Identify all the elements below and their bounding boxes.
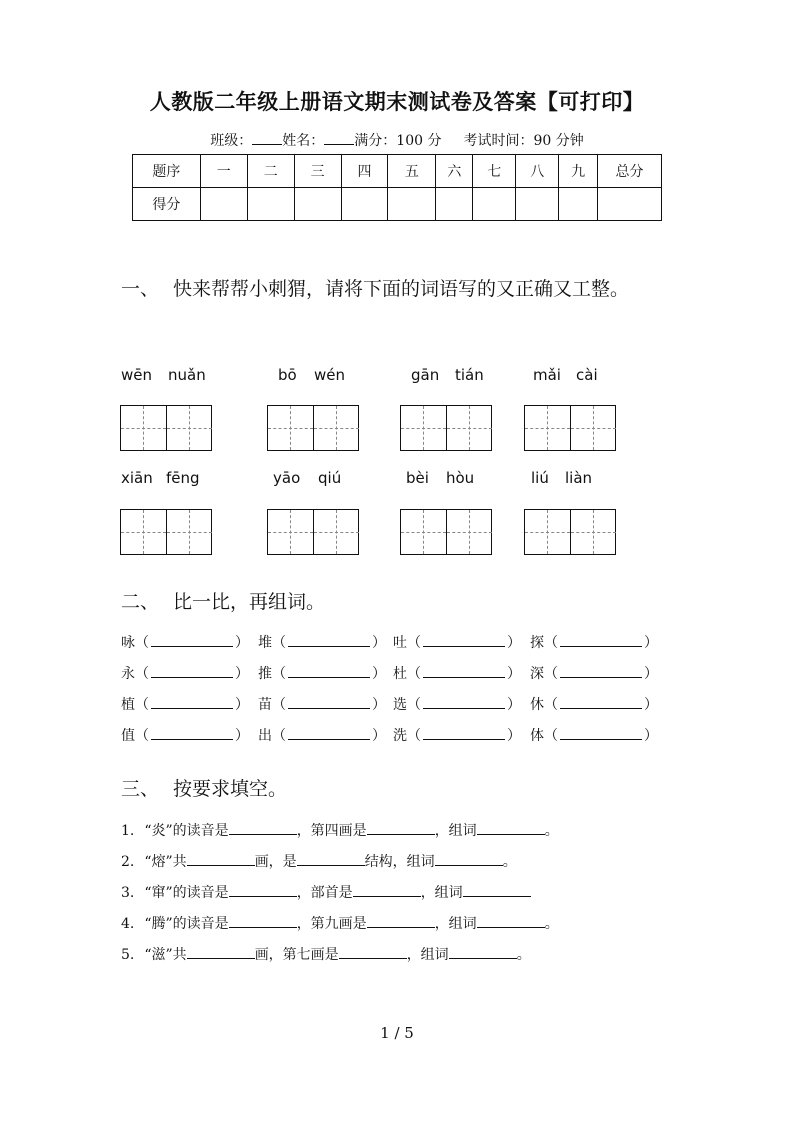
- compare-item: [258, 694, 386, 714]
- score-header-cell: 题序: [133, 155, 201, 188]
- section-2-number: 二、: [121, 591, 160, 613]
- answer-blank[interactable]: [423, 666, 505, 678]
- close-paren: ）: [372, 697, 386, 713]
- compare-item: [530, 694, 658, 714]
- score-header-cell: 五: [388, 155, 436, 188]
- answer-blank[interactable]: [560, 728, 642, 740]
- pinyin: gān: [411, 366, 440, 384]
- compare-character: 体: [530, 728, 544, 744]
- compare-character: 苗: [258, 697, 272, 713]
- answer-blank[interactable]: [449, 947, 517, 959]
- answer-blank[interactable]: [151, 666, 233, 678]
- score-header-cell: 二: [247, 155, 294, 188]
- compare-character: 推: [258, 666, 272, 682]
- section-2-instruction: 比一比，再组词。: [173, 591, 326, 613]
- item-text: ，第四画是: [296, 823, 367, 839]
- open-paren: （: [135, 666, 149, 682]
- answer-blank[interactable]: [477, 916, 545, 928]
- item-number: 2.: [121, 854, 135, 870]
- section-1-number: 一、: [121, 278, 160, 300]
- writing-box[interactable]: [120, 509, 212, 555]
- writing-box[interactable]: [267, 405, 359, 451]
- item-text: 结构，组词: [364, 854, 435, 870]
- class-blank[interactable]: [252, 132, 282, 145]
- score-table-score-row: [133, 188, 662, 221]
- answer-blank[interactable]: [229, 885, 297, 897]
- item-text: ，部首是: [296, 885, 353, 901]
- item-text: ，第九画是: [296, 916, 367, 932]
- name-label: 姓名：: [282, 133, 325, 149]
- writing-box[interactable]: [400, 509, 492, 555]
- score-table-header-row: [133, 155, 662, 188]
- compare-item: [530, 663, 658, 683]
- answer-blank[interactable]: [423, 635, 505, 647]
- pinyin: fēng: [166, 469, 200, 487]
- item-text: “滋”共: [144, 947, 187, 963]
- item-text: “腾”的读音是: [144, 916, 229, 932]
- item-number: 4.: [121, 916, 135, 932]
- open-paren: （: [135, 697, 149, 713]
- page-title: 人教版二年级上册语文期末测试卷及答案【可打印】: [149, 89, 645, 114]
- item-text: ，组词: [420, 885, 463, 901]
- score-row-label: 得分: [133, 188, 201, 221]
- pinyin: bō: [278, 366, 297, 384]
- answer-blank[interactable]: [477, 823, 545, 835]
- score-cell[interactable]: [200, 188, 247, 221]
- class-label: 班级：: [210, 133, 253, 149]
- section-1-heading: [121, 270, 661, 308]
- score-cell[interactable]: [247, 188, 294, 221]
- item-text: 。: [516, 947, 531, 963]
- score-header-cell: 九: [559, 155, 598, 188]
- pinyin: qiú: [318, 469, 342, 487]
- answer-blank[interactable]: [229, 916, 297, 928]
- close-paren: ）: [644, 697, 658, 713]
- section-1-instruction: 快来帮帮小刺猬，请将下面的词语写的又正确又工整。: [173, 278, 630, 300]
- item-text: 画，是: [254, 854, 297, 870]
- item-text: 画，第七画是: [254, 947, 339, 963]
- close-paren: ）: [235, 666, 249, 682]
- student-info-line: [0, 130, 794, 150]
- score-header-cell: 三: [294, 155, 341, 188]
- compare-character: 休: [530, 697, 544, 713]
- compare-item: [530, 632, 658, 652]
- close-paren: ）: [235, 635, 249, 651]
- section-3-heading: [121, 770, 661, 808]
- pinyin: xiān: [121, 469, 153, 487]
- compare-row: [121, 663, 661, 687]
- pinyin: nuǎn: [168, 366, 206, 384]
- compare-item: [393, 725, 521, 745]
- compare-item: [393, 632, 521, 652]
- section-3-instruction: 按要求填空。: [173, 778, 288, 800]
- pinyin: bèi: [406, 469, 429, 487]
- pinyin: mǎi: [533, 366, 561, 384]
- open-paren: （: [544, 666, 558, 682]
- full-score: 满分：100 分: [354, 133, 442, 149]
- item-number: 1.: [121, 823, 135, 839]
- section-2-heading: [121, 583, 661, 621]
- item-text: ，组词: [434, 823, 477, 839]
- writing-box[interactable]: [400, 405, 492, 451]
- answer-blank[interactable]: [288, 728, 370, 740]
- close-paren: ）: [644, 635, 658, 651]
- answer-blank[interactable]: [151, 728, 233, 740]
- answer-blank[interactable]: [353, 885, 421, 897]
- compare-row: [121, 632, 661, 656]
- pinyin: hòu: [446, 469, 475, 487]
- compare-item: [258, 663, 386, 683]
- item-text: 。: [502, 854, 517, 870]
- score-cell[interactable]: [294, 188, 341, 221]
- name-blank[interactable]: [324, 132, 354, 145]
- exam-time: 考试时间：90 分钟: [463, 133, 584, 149]
- close-paren: ）: [372, 728, 386, 744]
- score-header-cell: 六: [436, 155, 473, 188]
- compare-character: 杜: [393, 666, 407, 682]
- open-paren: （: [135, 635, 149, 651]
- score-header-cell: 八: [516, 155, 559, 188]
- close-paren: ）: [372, 666, 386, 682]
- answer-blank[interactable]: [560, 635, 642, 647]
- open-paren: （: [272, 728, 286, 744]
- compare-character: 堆: [258, 635, 272, 651]
- pinyin-row-1: [0, 366, 794, 390]
- open-paren: （: [272, 635, 286, 651]
- pinyin: liú: [531, 469, 549, 487]
- answer-blank[interactable]: [229, 823, 297, 835]
- open-paren: （: [407, 635, 421, 651]
- item-text: “炎”的读音是: [144, 823, 229, 839]
- answer-blank[interactable]: [435, 854, 503, 866]
- writing-box[interactable]: [267, 509, 359, 555]
- answer-blank[interactable]: [288, 666, 370, 678]
- compare-character: 深: [530, 666, 544, 682]
- close-paren: ）: [644, 728, 658, 744]
- item-text: “窜”的读音是: [144, 885, 229, 901]
- compare-item: [393, 694, 521, 714]
- compare-character: 值: [121, 728, 135, 744]
- pinyin-row-2: [0, 469, 794, 493]
- compare-row: [121, 725, 661, 749]
- open-paren: （: [407, 666, 421, 682]
- fill-in-item: [121, 851, 517, 875]
- answer-blank[interactable]: [151, 635, 233, 647]
- compare-character: 吐: [393, 635, 407, 651]
- compare-item: [121, 663, 249, 683]
- compare-item: [530, 725, 658, 745]
- section-3-number: 三、: [121, 778, 160, 800]
- compare-character: 探: [530, 635, 544, 651]
- writing-box[interactable]: [524, 405, 616, 451]
- close-paren: ）: [507, 666, 521, 682]
- compare-character: 咏: [121, 635, 135, 651]
- open-paren: （: [544, 697, 558, 713]
- item-text: ，组词: [434, 916, 477, 932]
- score-header-cell: 总分: [598, 155, 662, 188]
- answer-blank[interactable]: [560, 666, 642, 678]
- answer-blank[interactable]: [367, 823, 435, 835]
- score-cell[interactable]: [559, 188, 598, 221]
- open-paren: （: [407, 697, 421, 713]
- pinyin: tián: [455, 366, 484, 384]
- score-cell[interactable]: [388, 188, 436, 221]
- fill-in-item: [121, 820, 559, 844]
- answer-blank[interactable]: [288, 697, 370, 709]
- pinyin: cài: [576, 366, 598, 384]
- open-paren: （: [544, 635, 558, 651]
- answer-blank[interactable]: [187, 854, 255, 866]
- answer-blank[interactable]: [463, 885, 531, 897]
- close-paren: ）: [507, 635, 521, 651]
- close-paren: ）: [235, 697, 249, 713]
- pinyin: liàn: [565, 469, 593, 487]
- close-paren: ）: [507, 728, 521, 744]
- score-header-cell: 四: [341, 155, 388, 188]
- close-paren: ）: [372, 635, 386, 651]
- item-text: “熔”共: [144, 854, 187, 870]
- pinyin: yāo: [273, 469, 301, 487]
- page-number: 1 / 5: [380, 1024, 414, 1042]
- compare-row: [121, 694, 661, 718]
- answer-blank[interactable]: [423, 728, 505, 740]
- answer-blank[interactable]: [151, 697, 233, 709]
- score-cell[interactable]: [473, 188, 516, 221]
- score-header-cell: 一: [200, 155, 247, 188]
- open-paren: （: [407, 728, 421, 744]
- compare-item: [121, 725, 249, 745]
- item-number: 5.: [121, 947, 135, 963]
- item-number: 3.: [121, 885, 135, 901]
- pinyin: wēn: [121, 366, 153, 384]
- compare-character: 洗: [393, 728, 407, 744]
- score-table: [132, 154, 662, 221]
- answer-blank[interactable]: [423, 697, 505, 709]
- compare-character: 植: [121, 697, 135, 713]
- answer-blank[interactable]: [339, 947, 407, 959]
- compare-character: 永: [121, 666, 135, 682]
- compare-item: [258, 725, 386, 745]
- open-paren: （: [544, 728, 558, 744]
- score-header-cell: 七: [473, 155, 516, 188]
- answer-blank[interactable]: [367, 916, 435, 928]
- item-text: ，组词: [406, 947, 449, 963]
- compare-item: [258, 632, 386, 652]
- compare-item: [121, 632, 249, 652]
- score-cell[interactable]: [598, 188, 662, 221]
- compare-item: [121, 694, 249, 714]
- open-paren: （: [272, 666, 286, 682]
- answer-blank[interactable]: [187, 947, 255, 959]
- close-paren: ）: [644, 666, 658, 682]
- score-cell[interactable]: [436, 188, 473, 221]
- fill-in-item: [121, 882, 531, 906]
- item-text: 。: [544, 823, 559, 839]
- writing-box[interactable]: [120, 405, 212, 451]
- close-paren: ）: [507, 697, 521, 713]
- compare-item: [393, 663, 521, 683]
- score-cell[interactable]: [341, 188, 388, 221]
- pinyin: wén: [314, 366, 346, 384]
- fill-in-item: [121, 913, 559, 937]
- writing-box[interactable]: [524, 509, 616, 555]
- open-paren: （: [272, 697, 286, 713]
- answer-blank[interactable]: [288, 635, 370, 647]
- compare-character: 出: [258, 728, 272, 744]
- compare-character: 选: [393, 697, 407, 713]
- fill-in-item: [121, 944, 531, 968]
- close-paren: ）: [235, 728, 249, 744]
- answer-blank[interactable]: [297, 854, 365, 866]
- item-text: 。: [544, 916, 559, 932]
- answer-blank[interactable]: [560, 697, 642, 709]
- score-cell[interactable]: [516, 188, 559, 221]
- open-paren: （: [135, 728, 149, 744]
